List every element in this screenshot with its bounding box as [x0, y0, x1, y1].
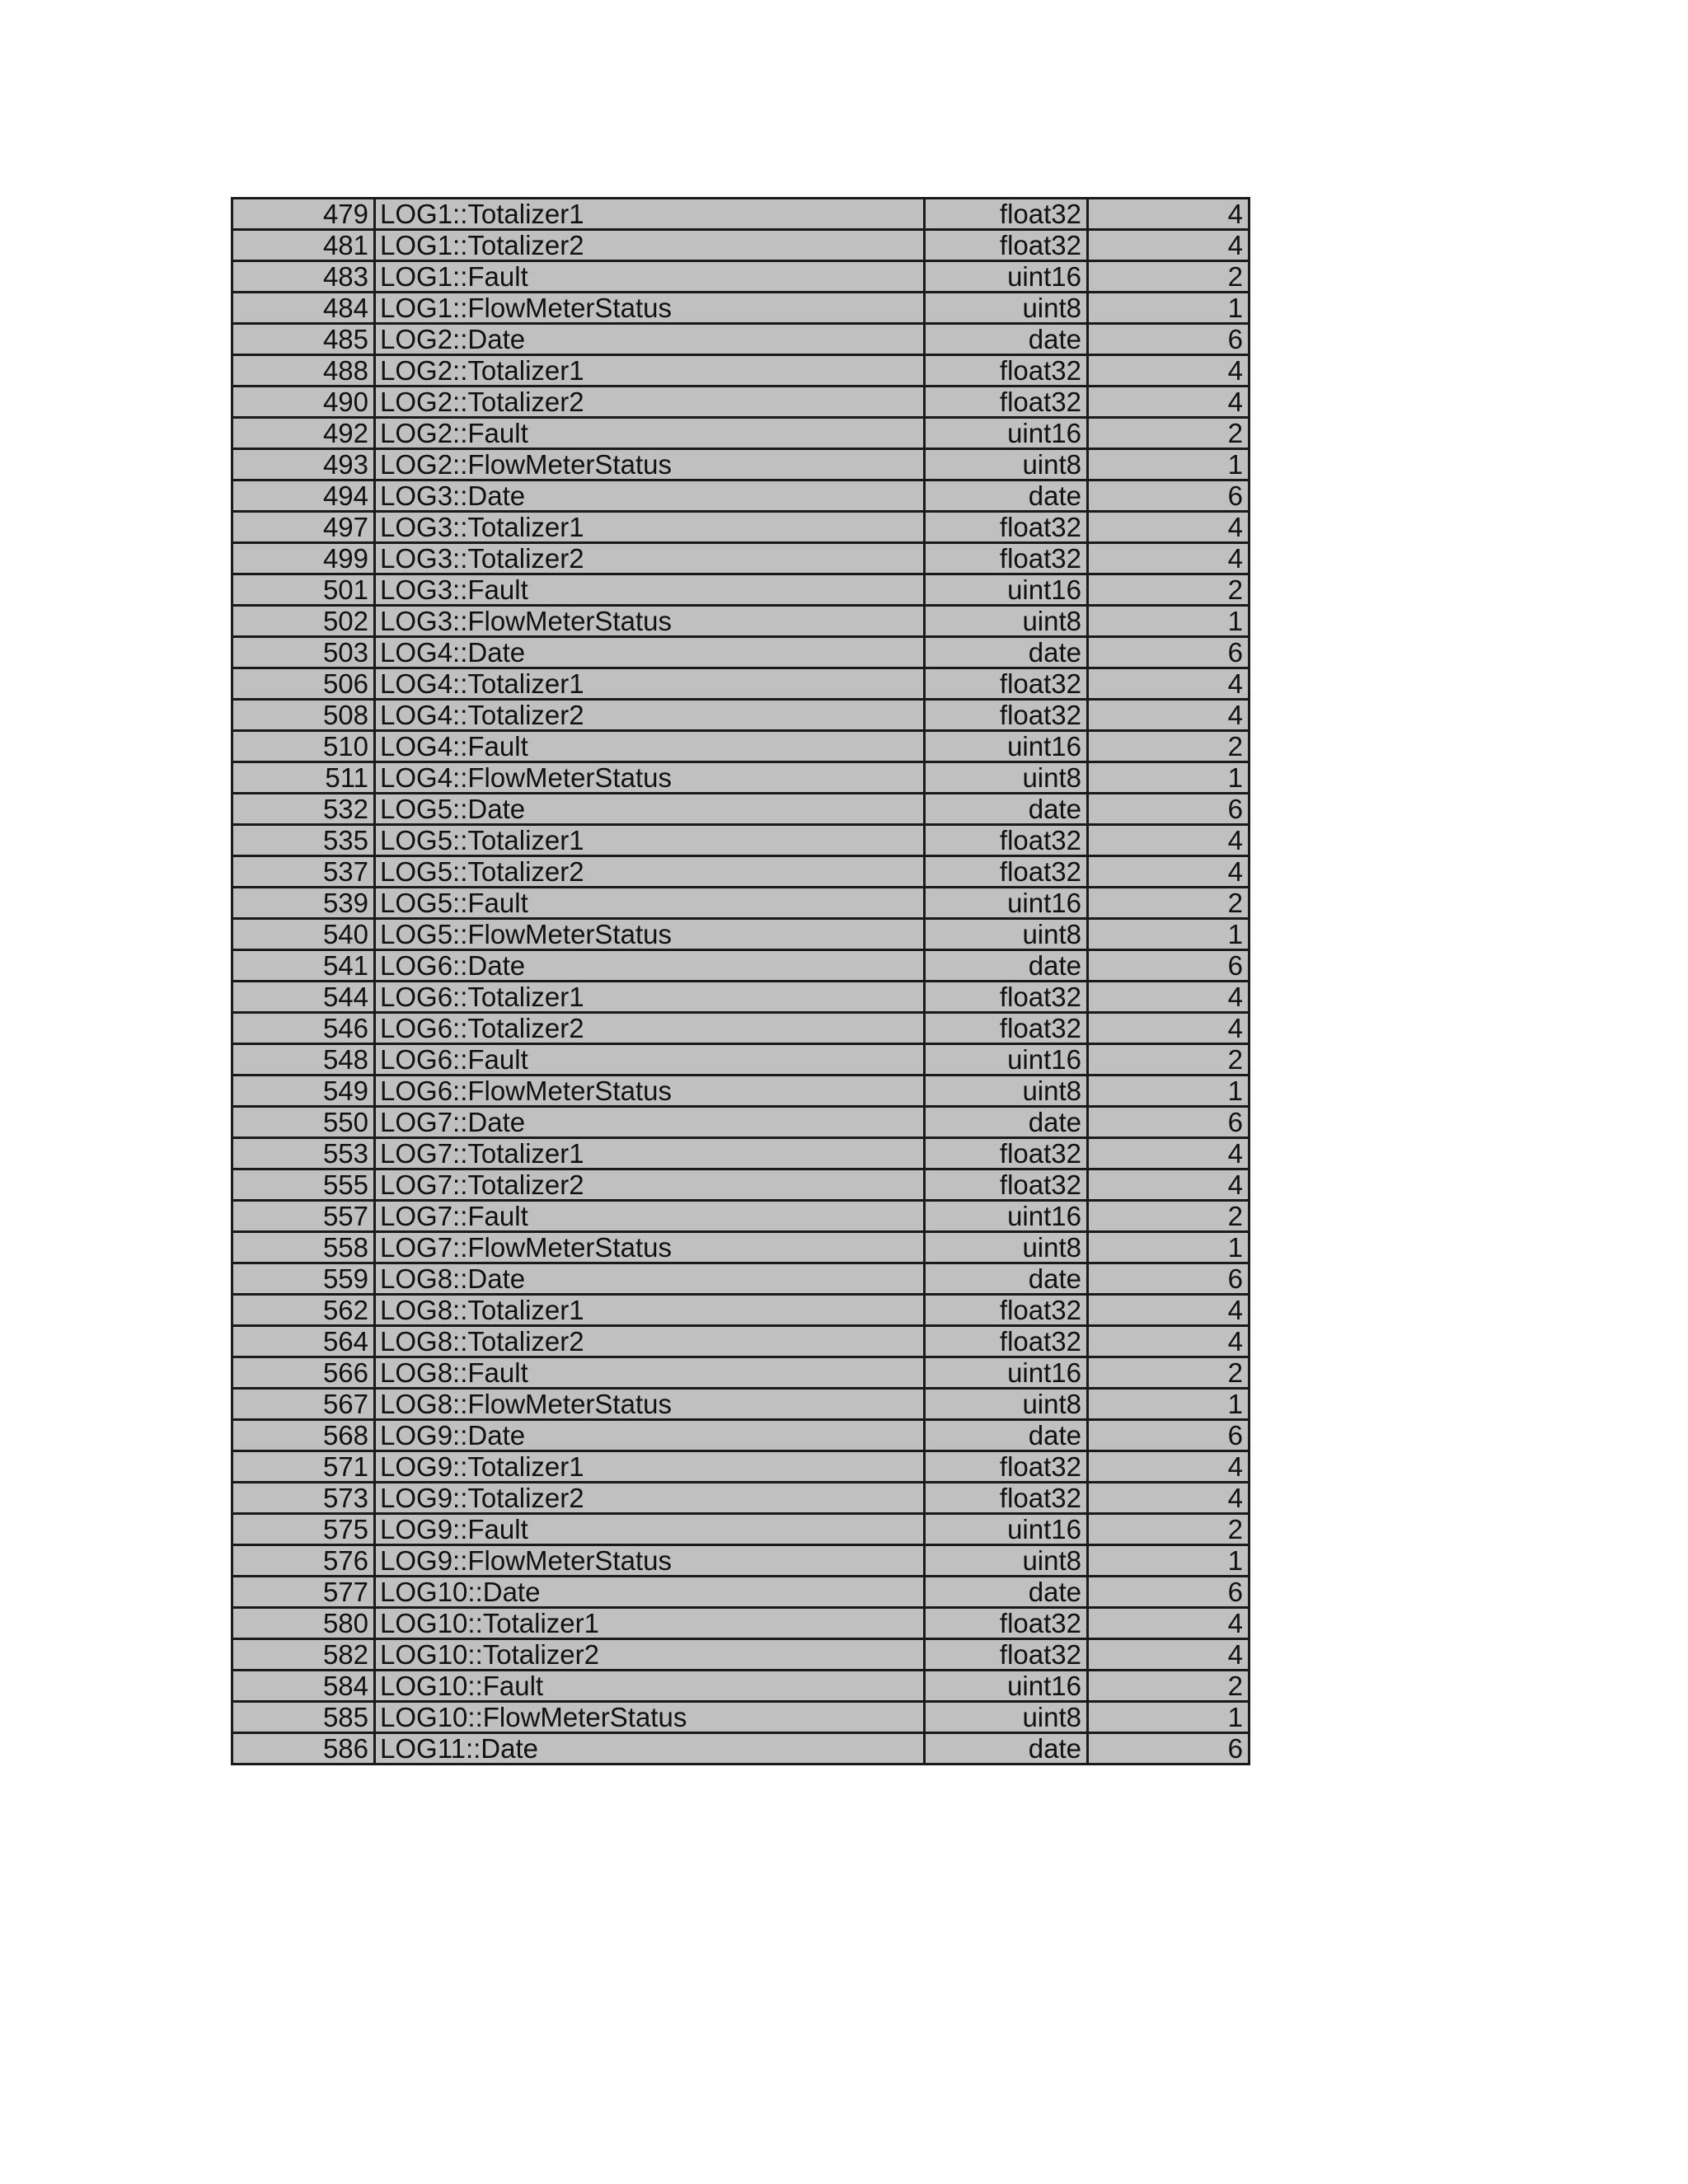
register-name-cell: LOG9::Date	[375, 1420, 925, 1451]
table-row	[232, 1483, 1250, 1514]
register-type-cell: float32	[925, 1483, 1088, 1514]
register-size-cell: 4	[1088, 1639, 1250, 1671]
register-size-cell: 4	[1088, 199, 1250, 230]
register-size-cell: 2	[1088, 1044, 1250, 1076]
table-row	[232, 1702, 1250, 1733]
register-address-cell: 490	[232, 387, 375, 418]
register-name-cell: LOG6::Totalizer2	[375, 1013, 925, 1044]
table-row	[232, 230, 1250, 261]
register-size-cell: 6	[1088, 950, 1250, 982]
register-address-cell: 550	[232, 1107, 375, 1138]
table-row	[232, 1326, 1250, 1357]
table-row	[232, 700, 1250, 731]
register-type-cell: float32	[925, 512, 1088, 543]
register-address-cell: 575	[232, 1514, 375, 1545]
table-row	[232, 1201, 1250, 1232]
table-row	[232, 794, 1250, 825]
register-name-cell: LOG3::Totalizer2	[375, 543, 925, 574]
register-size-cell: 4	[1088, 982, 1250, 1013]
register-address-cell: 502	[232, 606, 375, 637]
register-name-cell: LOG2::Totalizer2	[375, 387, 925, 418]
register-address-cell: 558	[232, 1232, 375, 1263]
register-name-cell: LOG7::FlowMeterStatus	[375, 1232, 925, 1263]
table-row	[232, 856, 1250, 888]
register-size-cell: 1	[1088, 449, 1250, 480]
table-row	[232, 1263, 1250, 1295]
register-address-cell: 506	[232, 668, 375, 700]
register-name-cell: LOG1::FlowMeterStatus	[375, 293, 925, 324]
register-type-cell: uint16	[925, 731, 1088, 762]
register-address-cell: 537	[232, 856, 375, 888]
register-address-cell: 567	[232, 1389, 375, 1420]
register-type-cell: uint8	[925, 1702, 1088, 1733]
register-address-cell: 539	[232, 888, 375, 919]
table-row	[232, 1013, 1250, 1044]
register-type-cell: date	[925, 1577, 1088, 1608]
register-size-cell: 1	[1088, 919, 1250, 950]
register-address-cell: 546	[232, 1013, 375, 1044]
register-size-cell: 4	[1088, 1451, 1250, 1483]
register-size-cell: 4	[1088, 230, 1250, 261]
table-row	[232, 418, 1250, 449]
register-address-cell: 511	[232, 762, 375, 794]
register-type-cell: float32	[925, 982, 1088, 1013]
register-size-cell: 6	[1088, 637, 1250, 668]
register-name-cell: LOG2::Date	[375, 324, 925, 355]
register-type-cell: float32	[925, 1451, 1088, 1483]
register-type-cell: float32	[925, 1639, 1088, 1671]
register-address-cell: 481	[232, 230, 375, 261]
register-name-cell: LOG8::Totalizer2	[375, 1326, 925, 1357]
register-address-cell: 564	[232, 1326, 375, 1357]
register-type-cell: date	[925, 637, 1088, 668]
register-address-cell: 479	[232, 199, 375, 230]
table-row	[232, 1451, 1250, 1483]
register-name-cell: LOG9::Fault	[375, 1514, 925, 1545]
register-name-cell: LOG3::FlowMeterStatus	[375, 606, 925, 637]
register-type-cell: float32	[925, 543, 1088, 574]
register-type-cell: float32	[925, 1013, 1088, 1044]
table-row	[232, 449, 1250, 480]
register-address-cell: 582	[232, 1639, 375, 1671]
table-row	[232, 1076, 1250, 1107]
register-type-cell: float32	[925, 1138, 1088, 1169]
register-address-cell: 497	[232, 512, 375, 543]
register-name-cell: LOG5::Date	[375, 794, 925, 825]
register-type-cell: date	[925, 324, 1088, 355]
register-name-cell: LOG9::Totalizer2	[375, 1483, 925, 1514]
register-type-cell: date	[925, 950, 1088, 982]
register-address-cell: 544	[232, 982, 375, 1013]
register-address-cell: 573	[232, 1483, 375, 1514]
register-size-cell: 2	[1088, 731, 1250, 762]
register-address-cell: 562	[232, 1295, 375, 1326]
register-type-cell: float32	[925, 1169, 1088, 1201]
register-name-cell: LOG2::Fault	[375, 418, 925, 449]
register-size-cell: 4	[1088, 512, 1250, 543]
register-address-cell: 540	[232, 919, 375, 950]
register-name-cell: LOG5::Totalizer1	[375, 825, 925, 856]
register-table	[231, 197, 1250, 1765]
register-address-cell: 580	[232, 1608, 375, 1639]
table-row	[232, 199, 1250, 230]
table-row	[232, 1514, 1250, 1545]
table-row	[232, 825, 1250, 856]
register-address-cell: 586	[232, 1733, 375, 1765]
register-name-cell: LOG6::FlowMeterStatus	[375, 1076, 925, 1107]
register-address-cell: 585	[232, 1702, 375, 1733]
register-type-cell: date	[925, 794, 1088, 825]
table-row	[232, 731, 1250, 762]
register-size-cell: 4	[1088, 1169, 1250, 1201]
register-size-cell: 1	[1088, 1702, 1250, 1733]
register-address-cell: 508	[232, 700, 375, 731]
register-type-cell: float32	[925, 230, 1088, 261]
table-row	[232, 1420, 1250, 1451]
register-type-cell: float32	[925, 1295, 1088, 1326]
table-row	[232, 293, 1250, 324]
register-size-cell: 1	[1088, 293, 1250, 324]
register-size-cell: 6	[1088, 794, 1250, 825]
table-row	[232, 1232, 1250, 1263]
register-name-cell: LOG10::FlowMeterStatus	[375, 1702, 925, 1733]
register-size-cell: 4	[1088, 1138, 1250, 1169]
register-name-cell: LOG10::Totalizer2	[375, 1639, 925, 1671]
table-row	[232, 1044, 1250, 1076]
register-name-cell: LOG9::FlowMeterStatus	[375, 1545, 925, 1577]
register-name-cell: LOG7::Fault	[375, 1201, 925, 1232]
register-type-cell: float32	[925, 355, 1088, 387]
register-address-cell: 584	[232, 1671, 375, 1702]
table-row	[232, 1608, 1250, 1639]
register-type-cell: float32	[925, 1608, 1088, 1639]
table-row	[232, 1577, 1250, 1608]
register-name-cell: LOG1::Fault	[375, 261, 925, 293]
register-type-cell: uint16	[925, 1201, 1088, 1232]
register-name-cell: LOG5::Totalizer2	[375, 856, 925, 888]
register-type-cell: uint8	[925, 1232, 1088, 1263]
table-row	[232, 574, 1250, 606]
register-size-cell: 2	[1088, 261, 1250, 293]
register-size-cell: 4	[1088, 543, 1250, 574]
register-size-cell: 4	[1088, 700, 1250, 731]
register-type-cell: float32	[925, 199, 1088, 230]
table-row	[232, 606, 1250, 637]
register-type-cell: float32	[925, 700, 1088, 731]
table-row	[232, 261, 1250, 293]
register-type-cell: float32	[925, 668, 1088, 700]
register-name-cell: LOG8::Totalizer1	[375, 1295, 925, 1326]
register-address-cell: 555	[232, 1169, 375, 1201]
table-row	[232, 762, 1250, 794]
table-row	[232, 480, 1250, 512]
register-type-cell: uint8	[925, 293, 1088, 324]
register-size-cell: 6	[1088, 324, 1250, 355]
register-address-cell: 532	[232, 794, 375, 825]
register-size-cell: 4	[1088, 1608, 1250, 1639]
register-type-cell: uint8	[925, 606, 1088, 637]
table-row	[232, 1671, 1250, 1702]
register-type-cell: uint16	[925, 261, 1088, 293]
register-name-cell: LOG11::Date	[375, 1733, 925, 1765]
register-type-cell: uint8	[925, 1389, 1088, 1420]
table-row	[232, 512, 1250, 543]
table-row	[232, 387, 1250, 418]
register-size-cell: 6	[1088, 1420, 1250, 1451]
register-size-cell: 6	[1088, 1733, 1250, 1765]
table-row	[232, 1138, 1250, 1169]
register-size-cell: 1	[1088, 762, 1250, 794]
register-type-cell: uint16	[925, 1671, 1088, 1702]
register-address-cell: 510	[232, 731, 375, 762]
register-size-cell: 2	[1088, 888, 1250, 919]
register-size-cell: 6	[1088, 1263, 1250, 1295]
register-size-cell: 2	[1088, 1357, 1250, 1389]
register-type-cell: uint16	[925, 418, 1088, 449]
table-row	[232, 1357, 1250, 1389]
register-type-cell: date	[925, 1420, 1088, 1451]
register-type-cell: uint16	[925, 574, 1088, 606]
register-address-cell: 501	[232, 574, 375, 606]
register-size-cell: 4	[1088, 1483, 1250, 1514]
register-name-cell: LOG2::Totalizer1	[375, 355, 925, 387]
register-table-body	[232, 199, 1250, 1765]
register-address-cell: 493	[232, 449, 375, 480]
register-name-cell: LOG5::FlowMeterStatus	[375, 919, 925, 950]
register-address-cell: 553	[232, 1138, 375, 1169]
register-size-cell: 4	[1088, 1326, 1250, 1357]
register-address-cell: 499	[232, 543, 375, 574]
register-type-cell: uint16	[925, 888, 1088, 919]
table-row	[232, 1107, 1250, 1138]
table-row	[232, 888, 1250, 919]
register-size-cell: 4	[1088, 1013, 1250, 1044]
register-address-cell: 576	[232, 1545, 375, 1577]
register-size-cell: 6	[1088, 480, 1250, 512]
table-row	[232, 1545, 1250, 1577]
register-name-cell: LOG6::Fault	[375, 1044, 925, 1076]
register-size-cell: 1	[1088, 1076, 1250, 1107]
register-address-cell: 488	[232, 355, 375, 387]
register-name-cell: LOG8::FlowMeterStatus	[375, 1389, 925, 1420]
register-name-cell: LOG4::Fault	[375, 731, 925, 762]
register-size-cell: 1	[1088, 1389, 1250, 1420]
register-type-cell: uint8	[925, 1076, 1088, 1107]
register-name-cell: LOG1::Totalizer2	[375, 230, 925, 261]
register-address-cell: 484	[232, 293, 375, 324]
register-name-cell: LOG4::FlowMeterStatus	[375, 762, 925, 794]
register-type-cell: uint8	[925, 919, 1088, 950]
register-address-cell: 492	[232, 418, 375, 449]
table-row	[232, 543, 1250, 574]
register-address-cell: 483	[232, 261, 375, 293]
register-size-cell: 4	[1088, 668, 1250, 700]
register-address-cell: 541	[232, 950, 375, 982]
register-size-cell: 4	[1088, 825, 1250, 856]
table-row	[232, 1169, 1250, 1201]
register-name-cell: LOG10::Fault	[375, 1671, 925, 1702]
register-address-cell: 566	[232, 1357, 375, 1389]
register-size-cell: 2	[1088, 418, 1250, 449]
register-name-cell: LOG9::Totalizer1	[375, 1451, 925, 1483]
register-name-cell: LOG8::Date	[375, 1263, 925, 1295]
register-type-cell: float32	[925, 825, 1088, 856]
table-row	[232, 355, 1250, 387]
register-type-cell: date	[925, 1263, 1088, 1295]
table-row	[232, 637, 1250, 668]
table-row	[232, 982, 1250, 1013]
register-name-cell: LOG4::Date	[375, 637, 925, 668]
table-row	[232, 1389, 1250, 1420]
register-name-cell: LOG5::Fault	[375, 888, 925, 919]
register-name-cell: LOG4::Totalizer1	[375, 668, 925, 700]
register-address-cell: 559	[232, 1263, 375, 1295]
register-name-cell: LOG4::Totalizer2	[375, 700, 925, 731]
register-name-cell: LOG10::Date	[375, 1577, 925, 1608]
register-size-cell: 4	[1088, 1295, 1250, 1326]
register-size-cell: 2	[1088, 1201, 1250, 1232]
register-address-cell: 485	[232, 324, 375, 355]
register-type-cell: float32	[925, 856, 1088, 888]
register-address-cell: 577	[232, 1577, 375, 1608]
table-row	[232, 324, 1250, 355]
register-size-cell: 1	[1088, 606, 1250, 637]
register-size-cell: 2	[1088, 1671, 1250, 1702]
register-name-cell: LOG3::Fault	[375, 574, 925, 606]
register-type-cell: uint16	[925, 1357, 1088, 1389]
register-type-cell: date	[925, 1107, 1088, 1138]
register-size-cell: 1	[1088, 1232, 1250, 1263]
register-address-cell: 557	[232, 1201, 375, 1232]
register-size-cell: 4	[1088, 387, 1250, 418]
register-type-cell: uint16	[925, 1044, 1088, 1076]
register-address-cell: 503	[232, 637, 375, 668]
register-size-cell: 2	[1088, 1514, 1250, 1545]
register-name-cell: LOG3::Date	[375, 480, 925, 512]
register-address-cell: 571	[232, 1451, 375, 1483]
register-type-cell: uint8	[925, 762, 1088, 794]
register-type-cell: uint8	[925, 449, 1088, 480]
register-name-cell: LOG2::FlowMeterStatus	[375, 449, 925, 480]
register-name-cell: LOG8::Fault	[375, 1357, 925, 1389]
register-type-cell: uint8	[925, 1545, 1088, 1577]
register-name-cell: LOG1::Totalizer1	[375, 199, 925, 230]
register-name-cell: LOG7::Totalizer1	[375, 1138, 925, 1169]
register-name-cell: LOG6::Date	[375, 950, 925, 982]
register-type-cell: date	[925, 480, 1088, 512]
register-name-cell: LOG7::Date	[375, 1107, 925, 1138]
register-name-cell: LOG3::Totalizer1	[375, 512, 925, 543]
register-size-cell: 4	[1088, 355, 1250, 387]
register-size-cell: 6	[1088, 1107, 1250, 1138]
register-name-cell: LOG10::Totalizer1	[375, 1608, 925, 1639]
register-type-cell: float32	[925, 387, 1088, 418]
register-address-cell: 548	[232, 1044, 375, 1076]
register-size-cell: 6	[1088, 1577, 1250, 1608]
register-size-cell: 2	[1088, 574, 1250, 606]
register-address-cell: 549	[232, 1076, 375, 1107]
register-size-cell: 4	[1088, 856, 1250, 888]
table-row	[232, 1639, 1250, 1671]
register-address-cell: 494	[232, 480, 375, 512]
table-row	[232, 1733, 1250, 1765]
register-type-cell: date	[925, 1733, 1088, 1765]
register-address-cell: 535	[232, 825, 375, 856]
register-type-cell: uint16	[925, 1514, 1088, 1545]
table-row	[232, 919, 1250, 950]
register-size-cell: 1	[1088, 1545, 1250, 1577]
register-address-cell: 568	[232, 1420, 375, 1451]
table-row	[232, 668, 1250, 700]
register-name-cell: LOG7::Totalizer2	[375, 1169, 925, 1201]
table-row	[232, 950, 1250, 982]
table-row	[232, 1295, 1250, 1326]
register-type-cell: float32	[925, 1326, 1088, 1357]
register-name-cell: LOG6::Totalizer1	[375, 982, 925, 1013]
